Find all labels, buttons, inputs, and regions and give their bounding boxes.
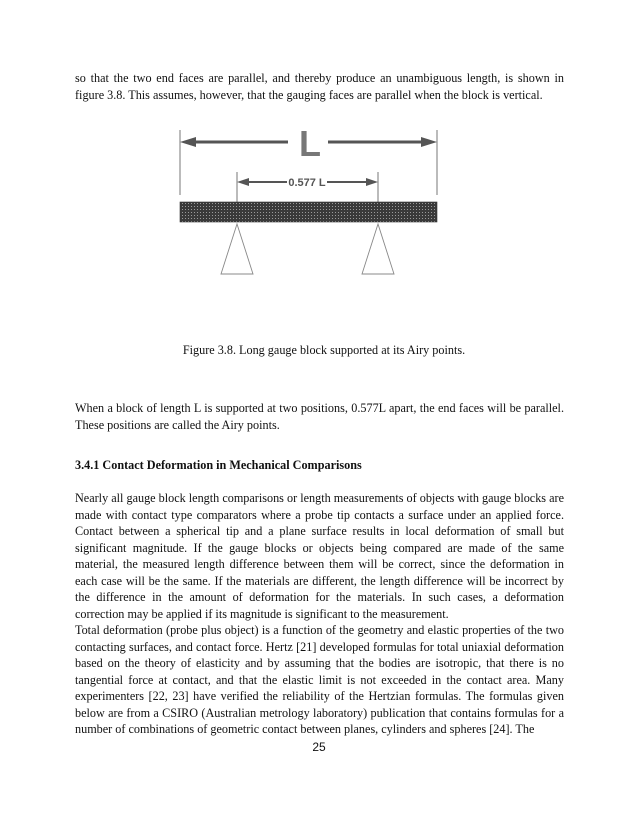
- hertz-formula-paragraph: Total deformation (probe plus object) is a function of the geometry and elastic properties of the two contacting surfaces, and contact force. Hertz [21] developed formulas for total uniaxial deformation based on the theory of elasticity and by assuming that the bodies are isotropic, that there is no tangential force at contact, and that the elastic limit is not exceeded in the contact area. Many experimenters [22, 23] have verified the reliability of the Hertzian formulas. The formulas given below are from a CSIRO (Australian metrology laboratory) publication that contains formulas for a number of combinations of geometric contact between planes, cylinders and spheres [24]. The: [75, 623, 564, 736]
- length-label: L: [299, 125, 321, 164]
- left-support-triangle: [221, 224, 253, 274]
- section-heading: 3.4.1 Contact Deformation in Mechanical Comparisons: [75, 458, 362, 472]
- gauge-block-diagram: [170, 125, 450, 280]
- gauge-block: [180, 202, 437, 222]
- airy-label: 0.577 L: [288, 177, 326, 189]
- contact-deformation-paragraph: Nearly all gauge block length comparisons or length measurements of objects with gauge blocks are made with contact type comparators where a probe tip contacts a surface under an applied force. Contact between a spherical tip and a plane surface results in local deformation of small but significant magnitude. If the gauge blocks or objects being compared are made of the same material, the measured length difference between them will be correct, since the deformation in each case will be the same. If the materials are different, the length difference will be incorrect by the difference in the amount of deformation for the materials. In such cases, a deformation correction may be applied if its magnitude is significant to the measurement.: [75, 491, 564, 621]
- figure-caption: Figure 3.8. Long gauge block supported at its Airy points.: [182, 343, 466, 357]
- airy-points-figure: [170, 125, 450, 280]
- intro-paragraph: so that the two end faces are parallel, and thereby produce an unambiguous length, is shown in figure 3.8. This assumes, however, that the gauging faces are parallel when the block is vertical.: [75, 71, 564, 102]
- right-support-triangle: [362, 224, 394, 274]
- page-number: 25: [312, 740, 326, 754]
- airy-points-paragraph: When a block of length L is supported at two positions, 0.577L apart, the end faces will be parallel. These positions are called the Airy points.: [75, 401, 564, 432]
